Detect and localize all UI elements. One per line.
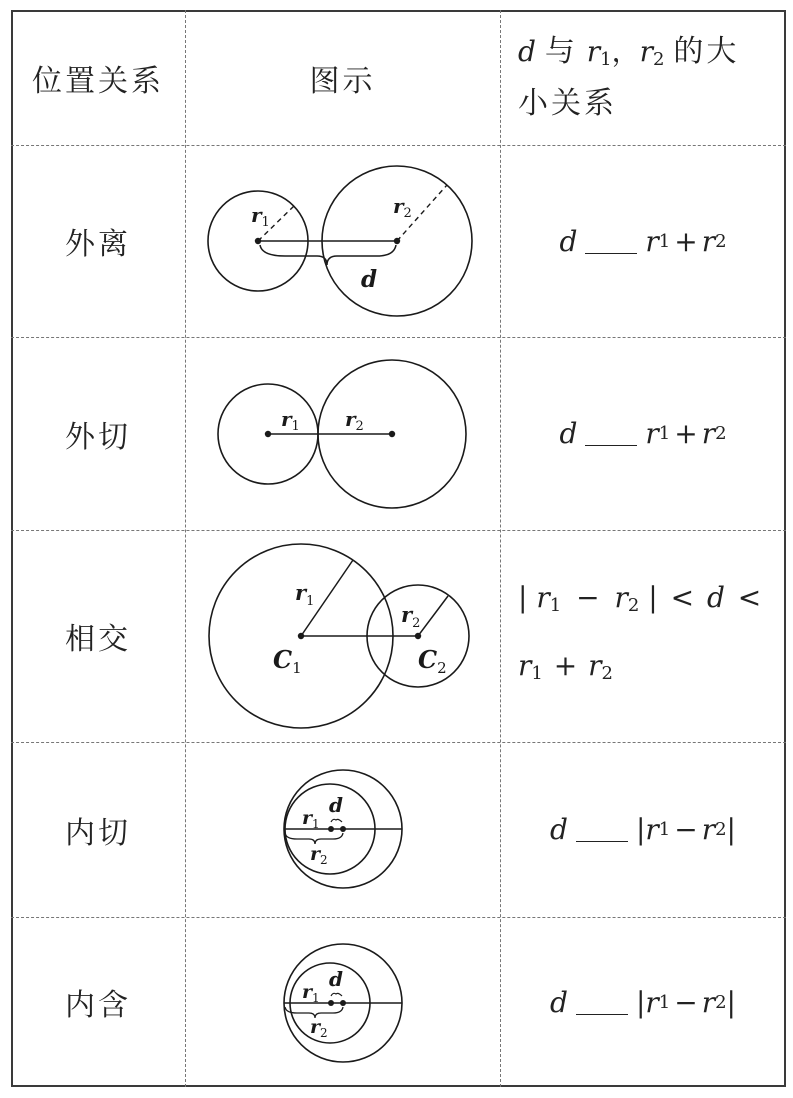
center-point — [328, 1000, 334, 1006]
relation-internally-tangent — [500, 742, 786, 917]
abs-bar: | — [635, 985, 646, 1019]
sub-2: 2 — [715, 423, 727, 444]
op-minus: − — [674, 985, 698, 1019]
sub-2: 2 — [653, 48, 665, 70]
relation-line2 — [518, 636, 613, 704]
abs-bar: | — [648, 581, 658, 614]
abs-bar: | — [635, 813, 646, 846]
label-r2: $r_2$ — [310, 1016, 328, 1040]
var-d: d — [559, 224, 578, 258]
op-plus: + — [553, 649, 578, 682]
answer-blank[interactable] — [576, 817, 628, 842]
var-r: r — [645, 813, 659, 846]
sub-1: 1 — [600, 48, 612, 70]
var-r: r — [701, 224, 716, 258]
sub-2: 2 — [715, 991, 727, 1013]
row-name: 相交 — [65, 622, 131, 657]
var-d: d — [706, 581, 725, 614]
row-name: 外离 — [65, 227, 131, 262]
header-relation-line1 — [518, 30, 739, 82]
brace-d — [331, 993, 342, 996]
relation-intersecting — [500, 530, 786, 742]
var-r: r — [536, 581, 550, 614]
answer-blank[interactable] — [576, 990, 628, 1015]
sub-1: 1 — [658, 819, 671, 840]
center-point — [340, 826, 346, 832]
sub-2: 2 — [715, 819, 727, 840]
sub-1: 1 — [549, 595, 562, 616]
row-name: 内含 — [65, 988, 131, 1023]
diagram-internally-tangent — [185, 742, 500, 917]
op-plus: + — [674, 417, 698, 450]
diagram-separate — [185, 145, 500, 337]
sub-1: 1 — [658, 423, 671, 444]
op-plus: + — [674, 224, 698, 258]
var-d: d — [550, 813, 568, 846]
sub-2: 2 — [715, 230, 727, 252]
label-r1: $r_1$ — [302, 981, 320, 1005]
sub-2: 2 — [601, 663, 613, 684]
label-r2: $r_2$ — [310, 843, 328, 867]
label-r1: $r_1$ — [251, 203, 270, 230]
var-r: r — [639, 34, 653, 68]
radius-r2 — [418, 596, 448, 636]
center-point — [255, 238, 261, 244]
header-relation-line2: 小关系 — [518, 85, 617, 121]
center-point — [389, 431, 395, 437]
text-yu: 与 — [544, 33, 578, 69]
op-lt: < — [737, 581, 762, 614]
var-r: r — [645, 985, 659, 1019]
var-d: d — [550, 985, 568, 1019]
relation-line1 — [518, 568, 765, 636]
var-d: d — [518, 34, 536, 68]
abs-bar: | — [518, 581, 528, 614]
sub-2: 2 — [627, 595, 640, 616]
label-r2: $r_2$ — [393, 194, 412, 221]
var-r: r — [588, 649, 602, 682]
var-r: r — [586, 34, 601, 68]
label-r1: $r_1$ — [281, 407, 300, 434]
comma: ， — [611, 34, 640, 68]
label-c2: $C_2$ — [418, 645, 447, 677]
center-point — [265, 431, 271, 437]
op-lt: < — [670, 581, 695, 614]
relation-separate — [500, 145, 786, 337]
relation-externally-tangent — [500, 337, 786, 530]
diagram-externally-tangent — [185, 337, 500, 530]
label-c1: $C_1$ — [273, 645, 302, 677]
label-d: d — [329, 967, 343, 991]
var-r: r — [614, 581, 628, 614]
label-r1: $r_1$ — [295, 580, 315, 609]
diagram-contained — [185, 917, 500, 1087]
op-minus: − — [674, 813, 698, 846]
var-r: r — [701, 985, 716, 1019]
label-r2: $r_2$ — [401, 602, 421, 631]
sub-1: 1 — [658, 230, 671, 252]
var-d: d — [559, 417, 578, 450]
op-minus: − — [576, 581, 600, 614]
relation-contained — [500, 917, 786, 1087]
header-relation — [500, 10, 786, 145]
center-point — [340, 1000, 346, 1006]
var-r: r — [645, 417, 659, 450]
row-name: 内切 — [65, 815, 131, 851]
center-point — [394, 238, 400, 244]
var-r: r — [701, 417, 716, 450]
brace-d — [260, 245, 396, 265]
label-d: d — [361, 266, 378, 293]
header-diagram: 图示 — [309, 63, 376, 99]
var-r: r — [518, 649, 532, 682]
label-d: d — [329, 793, 343, 817]
center-point — [415, 633, 421, 639]
label-r2: $r_2$ — [345, 407, 364, 434]
diagram-intersecting — [185, 530, 500, 742]
var-r: r — [645, 224, 659, 258]
center-point — [328, 826, 334, 832]
sub-1: 1 — [531, 663, 543, 684]
text-de-da: 的大 — [673, 33, 740, 69]
answer-blank[interactable] — [585, 421, 637, 446]
row-name: 外切 — [65, 419, 131, 455]
brace-d — [331, 819, 342, 822]
label-r1: $r_1$ — [302, 807, 320, 831]
answer-blank[interactable] — [585, 229, 637, 254]
abs-bar: | — [726, 813, 736, 846]
header-position-relation: 位置关系 — [32, 63, 164, 99]
sub-1: 1 — [658, 991, 671, 1013]
center-point — [298, 633, 304, 639]
abs-bar: | — [726, 985, 736, 1019]
var-r: r — [701, 813, 716, 846]
